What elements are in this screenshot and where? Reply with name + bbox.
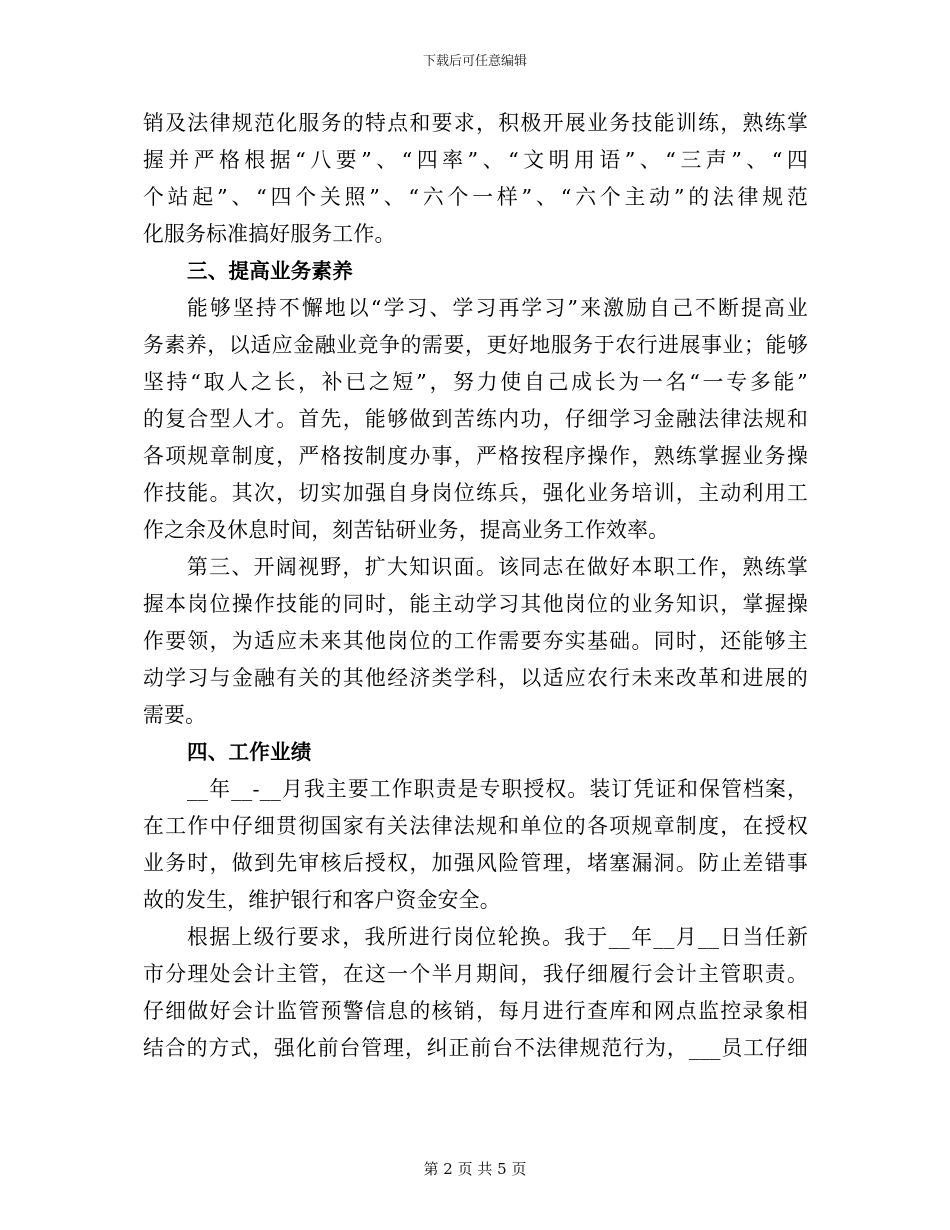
body-line: 根据上级行要求，我所进行岗位轮换。我于__年__月__日当任新 <box>187 925 808 949</box>
page-header: 下载后可任意编辑 <box>422 54 527 69</box>
body-line: 结合的方式，强化前台管理，纠正前台不法律规范行为，___员工仔细 <box>143 1036 808 1060</box>
body-line: 化服务标准搞好服务工作。 <box>143 222 396 246</box>
section-heading: 三、提高业务素养 <box>187 259 353 283</box>
document-body <box>143 105 808 1067</box>
body-line: 动学习与金融有关的其他经济类学科，以适应农行未来改革和进展的 <box>143 666 808 690</box>
body-line: 坚持“取人之长，补已之短”，努力使自己成长为一名“一专多能” <box>143 370 808 394</box>
body-line: 在工作中仔细贯彻国家有关法律法规和单位的各项规章制度，在授权 <box>143 814 808 838</box>
body-line: 第三、开阔视野，扩大知识面。该同志在做好本职工作，熟练掌 <box>187 555 808 579</box>
body-line: 市分理处会计主管，在这一个半月期间，我仔细履行会计主管职责。 <box>143 962 808 986</box>
body-line: 仔细做好会计监管预警信息的核销，每月进行查库和网点监控录象相 <box>143 999 808 1023</box>
body-line: 作之余及休息时间，刻苦钻研业务，提高业务工作效率。 <box>143 518 670 542</box>
body-line: 握并严格根据“八要”、“四率”、“文明用语”、“三声”、“四 <box>143 148 808 172</box>
body-line: 作技能。其次，切实加强自身岗位练兵，强化业务培训，主动利用工 <box>143 481 808 505</box>
body-line: __年__-__月我主要工作职责是专职授权。装订凭证和保管档案， <box>187 777 808 801</box>
body-line: 握本岗位操作技能的同时，能主动学习其他岗位的业务知识，掌握操 <box>143 592 808 616</box>
body-line: 的复合型人才。首先，能够做到苦练内功，仔细学习金融法律法规和 <box>143 407 808 431</box>
body-line: 各项规章制度，严格按制度办事，严格按程序操作，熟练掌握业务操 <box>143 444 808 468</box>
body-line: 故的发生，维护银行和客户资金安全。 <box>143 888 501 912</box>
body-line: 销及法律规范化服务的特点和要求，积极开展业务技能训练，熟练掌 <box>143 111 808 135</box>
body-line: 能够坚持不懈地以“学习、学习再学习”来激励自己不断提高业 <box>187 296 808 320</box>
body-line: 需要。 <box>143 703 207 727</box>
page-footer: 第 2 页 共 5 页 <box>423 1160 527 1178</box>
body-line: 个站起”、“四个关照”、“六个一样”、“六个主动”的法律规范 <box>143 185 809 209</box>
body-line: 务素养，以适应金融业竞争的需要，更好地服务于农行进展事业；能够 <box>143 333 808 357</box>
body-line: 作要领，为适应未来其他岗位的工作需要夯实基础。同时，还能够主 <box>143 629 808 653</box>
section-heading: 四、工作业绩 <box>187 740 312 764</box>
body-line: 业务时，做到先审核后授权，加强风险管理，堵塞漏洞。防止差错事 <box>143 851 808 875</box>
